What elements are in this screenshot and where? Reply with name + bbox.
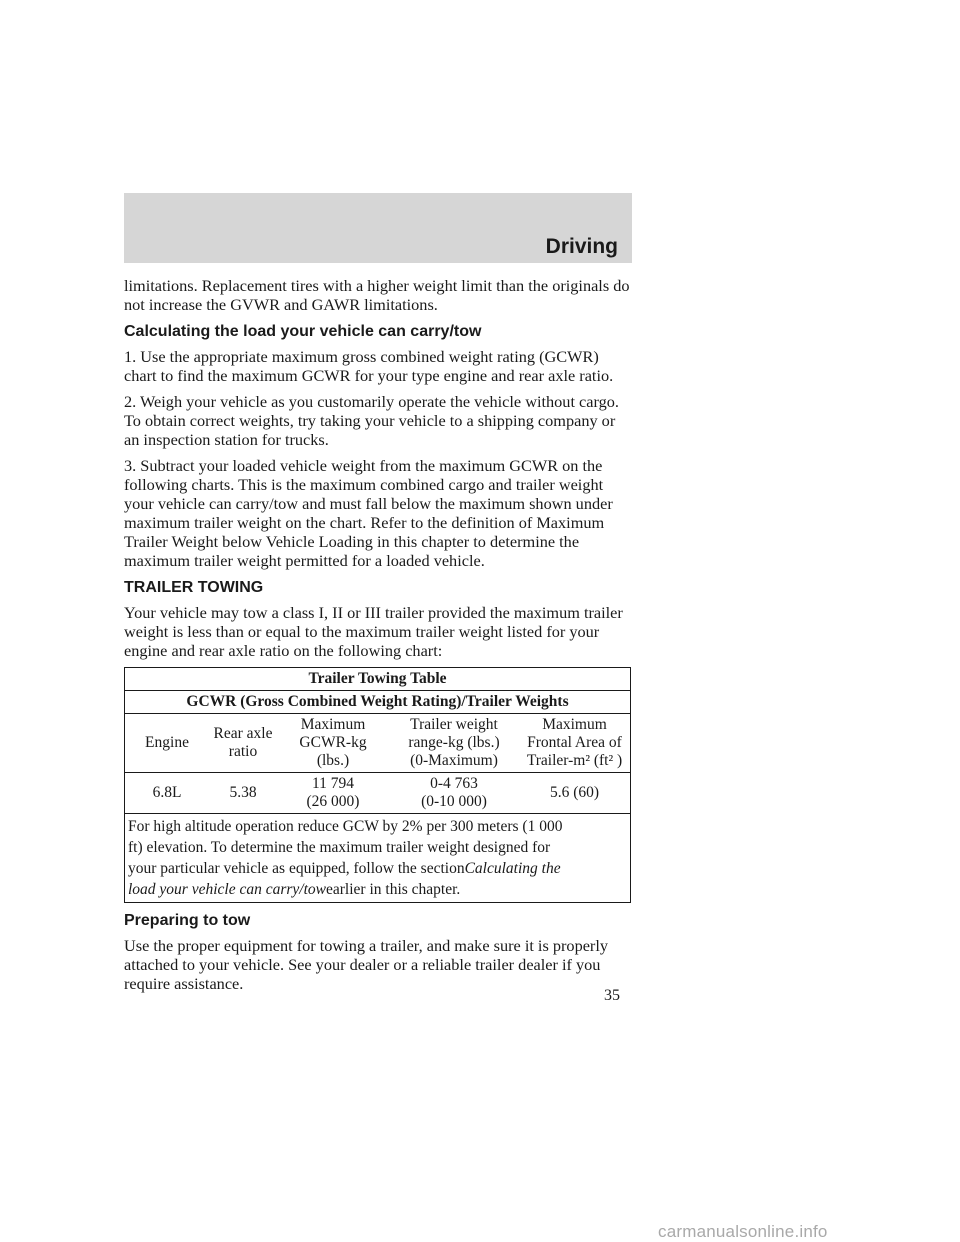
towing-paragraph: Your vehicle may tow a class I, II or III trailer provided the maximum trailer weight is less than or equal to the maximum trailer weight listed for your engine and rear axle ratio on the following chart: [124,603,623,660]
calculating-load-heading: Calculating the load your vehicle can carry/tow [124,323,482,340]
preparing-to-tow-heading: Preparing to tow [124,912,251,929]
note-reference-link-cont: load your vehicle can carry/tow [128,881,327,898]
cell-frontal-area: 5.6 (60) [519,773,631,814]
column-header-frontal-area: Maximum Frontal Area of Trailer-m² (ft² ) [519,714,631,773]
watermark-text: carmanualsonline.info [658,1222,828,1241]
column-header-axle-ratio: Rear axle ratio [209,714,277,773]
cell-trailer-weight: 0-4 763 (0-10 000) [389,773,519,814]
column-header-trailer-weight: Trailer weight range-kg (lbs.) (0-Maximum) [389,714,519,773]
column-header-gcwr: Maximum GCWR-kg (lbs.) [277,714,389,773]
trailer-towing-heading: TRAILER TOWING [124,579,264,596]
section-header-band [124,193,632,263]
column-header-engine: Engine [125,714,210,773]
page-number: 35 [604,987,620,1004]
table-subtitle: GCWR (Gross Combined Weight Rating)/Trailer Weights [125,691,631,714]
page-content [124,276,634,1000]
table-title: Trailer Towing Table [125,668,631,691]
intro-paragraph: limitations. Replacement tires with a higher weight limit than the originals do not increase the GVWR and GAWR limitations. [124,276,630,314]
cell-gcwr: 11 794 (26 000) [277,773,389,814]
step-1-paragraph: 1. Use the appropriate maximum gross combined weight rating (GCWR) chart to find the maximum GCWR for your type engine and rear axle ratio. [124,347,614,385]
table-column-headers [125,714,631,773]
section-title: Driving [545,235,618,258]
step-2-paragraph: 2. Weigh your vehicle as you customarily operate the vehicle without cargo. To obtain correct weights, try taking your vehicle to a shipping company or an inspection station for trucks. [124,392,619,449]
note-reference-link: Calculating the [464,860,561,877]
step-3-paragraph: 3. Subtract your loaded vehicle weight from the maximum GCWR on the following charts. This is the maximum combined cargo and trailer weight your vehicle can carry/tow and must fall below the maximum shown under maximum trailer weight on the chart. Refer to the definition of Maximum Trailer Weight below Vehicle Loading in this chapter to determine the maximum trailer weight permitted for a loaded vehicle. [124,456,613,570]
cell-axle-ratio: 5.38 [209,773,277,814]
cell-engine: 6.8L [125,773,210,814]
prepare-paragraph: Use the proper equipment for towing a trailer, and make sure it is properly attached to your vehicle. See your dealer or a reliable trailer dealer if you require assistance. [124,936,609,993]
table-row [125,773,631,814]
table-note: For high altitude operation reduce GCW by 2% per 300 meters (1 000 ft) elevation. To determine the maximum trailer weight designed for your particular vehicle as equipped, follow the sectionCalculating the load your vehicle can carry/towearlier in this chapter. [125,814,631,903]
trailer-towing-table [124,667,631,903]
